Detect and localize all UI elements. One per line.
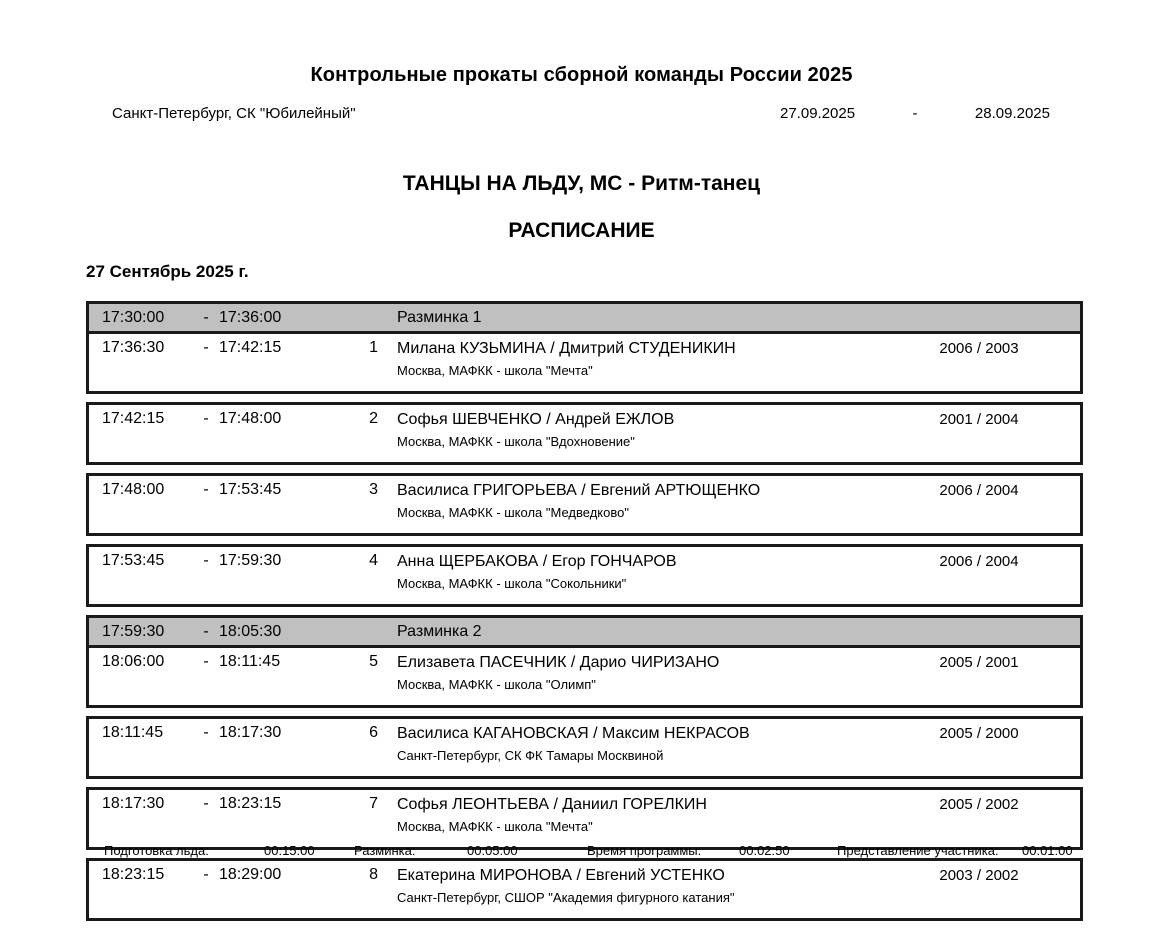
entry-number: 2	[369, 410, 378, 427]
skater-names: Василиса КАГАНОВСКАЯ / Максим НЕКРАСОВ	[397, 725, 750, 742]
entry-info	[378, 410, 878, 451]
timing-parameter-label: Время программы:	[587, 843, 702, 858]
table-row	[89, 861, 1080, 918]
timing-parameter	[837, 843, 1083, 858]
warmup-row	[89, 618, 1080, 648]
schedule-block	[86, 787, 1083, 850]
schedule-block	[86, 544, 1083, 607]
birth-years: 2005 / 2002	[939, 796, 1019, 813]
date-from: 27.09.2025	[780, 105, 856, 122]
entry-info	[378, 653, 878, 694]
timing-parameter-value: 00:01:00	[1022, 843, 1073, 858]
table-row	[89, 790, 1080, 847]
entry-time-separator: -	[203, 795, 209, 812]
entry-end-time: 18:11:45	[219, 653, 281, 670]
entry-start-time: 18:23:15	[102, 866, 165, 883]
birth-years: 2006 / 2003	[939, 340, 1019, 357]
schedule-block	[86, 402, 1083, 465]
timing-parameter-value: 00:05:00	[467, 843, 518, 858]
schedule-block	[86, 716, 1083, 779]
entry-number: 1	[369, 339, 378, 356]
entry-end-time: 18:23:15	[219, 795, 282, 812]
entry-number: 6	[369, 724, 378, 741]
schedule-block	[86, 858, 1083, 921]
entry-end-time: 18:17:30	[219, 724, 282, 741]
day-heading: 27 Сентябрь 2025 г.	[86, 262, 249, 281]
warmup-end-time: 17:36:00	[219, 308, 282, 326]
entry-end-time: 18:29:00	[219, 866, 282, 883]
entry-start-time: 17:42:15	[102, 410, 165, 427]
warmup-start-time: 17:59:30	[102, 622, 165, 640]
birth-years: 2005 / 2000	[939, 725, 1019, 742]
entry-start-time: 18:17:30	[102, 795, 165, 812]
entry-number: 8	[369, 866, 378, 883]
timing-parameters	[86, 843, 1083, 858]
birth-years: 2003 / 2002	[939, 867, 1019, 884]
entry-info	[378, 795, 878, 836]
birth-years: 2006 / 2004	[939, 553, 1019, 570]
competition-date-range	[780, 105, 1050, 122]
entry-time-separator: -	[203, 724, 209, 741]
table-row	[89, 648, 1080, 705]
table-row	[89, 547, 1080, 604]
warmup-time-separator: -	[203, 622, 209, 640]
entry-number: 5	[369, 653, 378, 670]
entry-info	[378, 339, 878, 380]
skater-names: Милана КУЗЬМИНА / Дмитрий СТУДЕНИКИН	[397, 340, 736, 357]
skater-club: Москва, МАФКК - школа "Сокольники"	[397, 576, 627, 591]
warmup-row	[89, 304, 1080, 334]
skater-club: Москва, МАФКК - школа "Вдохновение"	[397, 434, 635, 449]
warmup-label: Разминка 1	[397, 308, 482, 326]
table-row	[89, 476, 1080, 533]
timing-parameter-value: 00:15:00	[264, 843, 315, 858]
table-row	[89, 405, 1080, 462]
date-separator: -	[912, 105, 918, 122]
timing-parameter	[86, 843, 354, 858]
discipline-title: ТАНЦЫ НА ЛЬДУ, МС - Ритм-танец	[402, 172, 761, 195]
skater-names: Софья ЛЕОНТЬЕВА / Даниил ГОРЕЛКИН	[397, 796, 707, 813]
timing-parameter-label: Разминка:	[354, 843, 416, 858]
page-title: Контрольные прокаты сборной команды России 2025	[310, 64, 853, 86]
entry-info	[378, 552, 878, 593]
entry-start-time: 17:36:30	[102, 339, 165, 356]
schedule-block	[86, 615, 1083, 708]
entry-info	[378, 724, 878, 765]
skater-names: Софья ШЕВЧЕНКО / Андрей ЕЖЛОВ	[397, 411, 675, 428]
entry-time-separator: -	[203, 339, 209, 356]
venue-label: Санкт-Петербург, СК "Юбилейный"	[112, 105, 356, 122]
entry-info	[378, 866, 878, 907]
schedule-block	[86, 473, 1083, 536]
entry-time-separator: -	[203, 653, 209, 670]
skater-club: Москва, МАФКК - школа "Олимп"	[397, 677, 596, 692]
entry-end-time: 17:53:45	[219, 481, 282, 498]
warmup-label: Разминка 2	[397, 622, 482, 640]
entry-number: 7	[369, 795, 378, 812]
warmup-start-time: 17:30:00	[102, 308, 165, 326]
table-row	[89, 719, 1080, 776]
timing-parameter-label: Представление участника:	[837, 843, 999, 858]
skater-names: Елизавета ПАСЕЧНИК / Дарио ЧИРИЗАНО	[397, 654, 720, 671]
skater-club: Москва, МАФКК - школа "Мечта"	[397, 363, 593, 378]
entry-start-time: 18:06:00	[102, 653, 165, 670]
birth-years: 2005 / 2001	[939, 654, 1019, 671]
schedule-table	[86, 301, 1083, 921]
skater-names: Василиса ГРИГОРЬЕВА / Евгений АРТЮЩЕНКО	[397, 482, 761, 499]
entry-end-time: 17:48:00	[219, 410, 282, 427]
entry-number: 3	[369, 481, 378, 498]
timing-parameter	[354, 843, 587, 858]
entry-number: 4	[369, 552, 378, 569]
warmup-time-separator: -	[203, 308, 209, 326]
entry-info	[378, 481, 878, 522]
warmup-end-time: 18:05:30	[219, 622, 282, 640]
entry-start-time: 17:48:00	[102, 481, 165, 498]
entry-time-separator: -	[203, 552, 209, 569]
entry-start-time: 18:11:45	[102, 724, 164, 741]
skater-names: Анна ЩЕРБАКОВА / Егор ГОНЧАРОВ	[397, 553, 677, 570]
birth-years: 2006 / 2004	[939, 482, 1019, 499]
date-to: 28.09.2025	[974, 105, 1050, 122]
skater-club: Санкт-Петербург, СШОР "Академия фигурного катания"	[397, 890, 735, 905]
birth-years: 2001 / 2004	[939, 411, 1019, 428]
entry-time-separator: -	[203, 866, 209, 883]
table-row	[89, 334, 1080, 391]
timing-parameter	[587, 843, 837, 858]
entry-end-time: 17:59:30	[219, 552, 282, 569]
schedule-block	[86, 301, 1083, 394]
entry-start-time: 17:53:45	[102, 552, 165, 569]
section-title: РАСПИСАНИЕ	[508, 219, 655, 242]
entry-end-time: 17:42:15	[219, 339, 282, 356]
skater-club: Санкт-Петербург, СК ФК Тамары Москвиной	[397, 748, 664, 763]
entry-time-separator: -	[203, 481, 209, 498]
skater-names: Екатерина МИРОНОВА / Евгений УСТЕНКО	[397, 867, 725, 884]
timing-parameter-value: 00:02:50	[739, 843, 790, 858]
timing-parameter-label: Подготовка льда:	[104, 843, 209, 858]
entry-time-separator: -	[203, 410, 209, 427]
skater-club: Москва, МАФКК - школа "Медведково"	[397, 505, 629, 520]
skater-club: Москва, МАФКК - школа "Мечта"	[397, 819, 593, 834]
